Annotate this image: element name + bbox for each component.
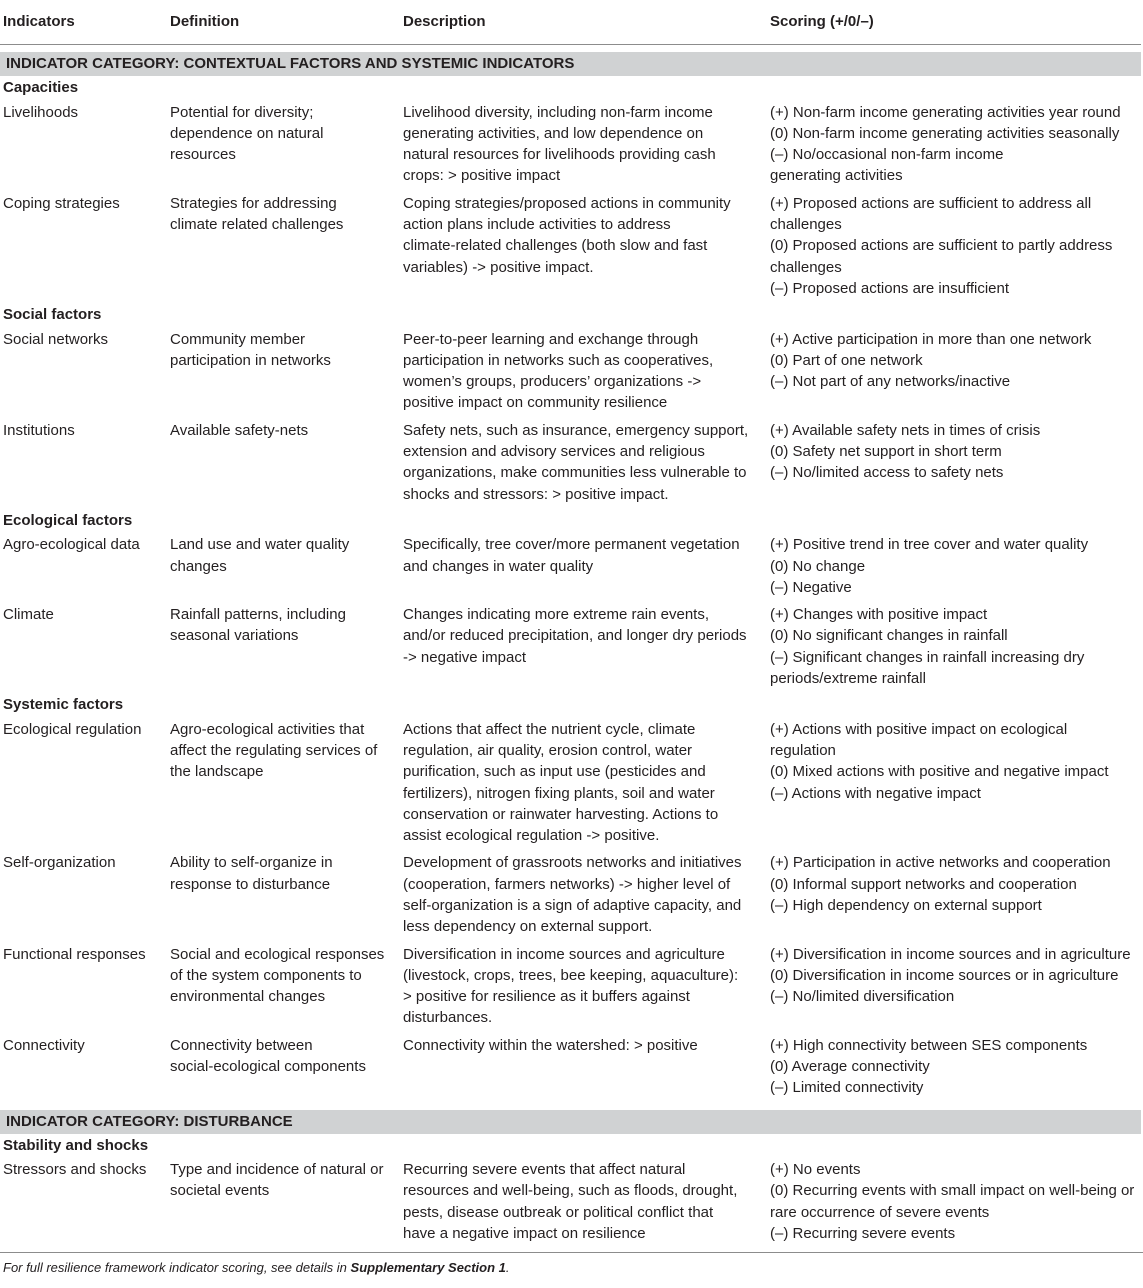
definition-cell xyxy=(167,602,400,693)
indicator-name: Connectivity xyxy=(3,1036,85,1054)
table-header xyxy=(0,0,1141,45)
scoring-cell-line: (–) Actions with negative impact xyxy=(770,784,981,802)
group-heading-row xyxy=(0,509,1141,532)
description-cell-line: conservation or rainwater harvesting. Actions to xyxy=(403,805,719,823)
table-row xyxy=(0,418,1141,509)
definition-cell xyxy=(167,1033,400,1103)
category-title: INDICATOR CATEGORY: CONTEXTUAL FACTORS AND SYSTEMIC INDICATORS xyxy=(0,52,1141,76)
scoring-cell-line: (0) Mixed actions with positive and negative impact xyxy=(770,763,1109,781)
scoring-cell xyxy=(767,100,1141,191)
indicator-name: Institutions xyxy=(3,421,75,439)
scoring-cell xyxy=(767,717,1141,851)
description-cell-line: pests, disease outbreak or political conflict that xyxy=(403,1203,714,1221)
indicator-name: Livelihoods xyxy=(3,103,79,121)
spacer-row xyxy=(0,1103,1141,1110)
description-cell xyxy=(400,418,767,509)
description-cell-line: less dependency on external support. xyxy=(403,918,653,936)
definition-cell-line: response to disturbance xyxy=(170,875,331,893)
description-cell-line: Peer-to-peer learning and exchange through xyxy=(403,330,699,348)
scoring-cell-line: (–) Not part of any networks/inactive xyxy=(770,373,1011,391)
group-heading-row xyxy=(0,303,1141,326)
definition-cell xyxy=(167,100,400,191)
definition-cell xyxy=(167,850,400,941)
indicator-name: Ecological regulation xyxy=(3,720,142,738)
spacer-cell xyxy=(0,1103,1141,1110)
scoring-cell xyxy=(767,191,1141,303)
scoring-cell-line: (–) Significant changes in rainfall increasing dry xyxy=(770,648,1085,666)
description-cell xyxy=(400,100,767,191)
definition-cell-line: resources xyxy=(170,146,236,164)
description-cell-line: positive impact on community resilience xyxy=(403,394,668,412)
definition-cell xyxy=(167,532,400,602)
description-cell-line: disturbances. xyxy=(403,1009,493,1027)
definition-cell-line: Agro-ecological activities that xyxy=(170,720,365,738)
table-row xyxy=(0,850,1141,941)
definition-cell-line: dependence on natural xyxy=(170,124,324,142)
description-cell-line: generating activities, and low dependence on xyxy=(403,124,704,142)
scoring-cell-line: (+) Positive trend in tree cover and water quality xyxy=(770,536,1089,554)
table-footnote xyxy=(0,1252,1143,1277)
description-cell-line: resources and well-being, such as floods, drought, xyxy=(403,1182,738,1200)
scoring-cell-line: (–) No/limited access to safety nets xyxy=(770,464,1004,482)
scoring-cell-line: (0) Proposed actions are sufficient to partly address xyxy=(770,237,1113,255)
definition-cell xyxy=(167,1157,400,1248)
scoring-cell-line: (–) Proposed actions are insufficient xyxy=(770,279,1010,297)
group-heading-row xyxy=(0,76,1141,99)
header-row xyxy=(0,0,1141,45)
description-cell-line: (livestock, crops, trees, bee keeping, aquaculture): xyxy=(403,966,739,984)
table-body xyxy=(0,45,1141,1248)
scoring-cell-line: (0) Part of one network xyxy=(770,351,923,369)
scoring-cell xyxy=(767,418,1141,509)
definition-cell-line: Potential for diversity; xyxy=(170,103,314,121)
category-row xyxy=(0,52,1141,76)
description-cell-line: -> negative impact xyxy=(403,648,526,666)
scoring-cell-line: (+) High connectivity between SES components xyxy=(770,1036,1088,1054)
definition-cell-line: Rainfall patterns, including xyxy=(170,606,346,624)
scoring-cell-line: generating activities xyxy=(770,167,903,185)
scoring-cell-line: (0) No significant changes in rainfall xyxy=(770,627,1008,645)
scoring-cell-line: (0) Recurring events with small impact on well-being or xyxy=(770,1182,1135,1200)
definition-cell-line: Type and incidence of natural or xyxy=(170,1160,384,1178)
description-cell-line: crops: > positive impact xyxy=(403,167,561,185)
scoring-cell-line: (–) High dependency on external support xyxy=(770,896,1042,914)
description-cell xyxy=(400,1033,767,1103)
description-cell-line: Changes indicating more extreme rain events, xyxy=(403,606,709,624)
description-cell-line: have a negative impact on resilience xyxy=(403,1224,646,1242)
description-cell-line: extension and advisory services and religious xyxy=(403,443,705,461)
scoring-cell xyxy=(767,1157,1141,1248)
group-title: Stability and shocks xyxy=(3,1136,149,1154)
definition-cell xyxy=(167,717,400,851)
scoring-cell-line: (0) Average connectivity xyxy=(770,1058,930,1076)
table-row xyxy=(0,942,1141,1033)
definition-cell-line: the landscape xyxy=(170,763,264,781)
definition-cell xyxy=(167,191,400,303)
scoring-cell-line: challenges xyxy=(770,216,842,234)
scoring-cell-line: (+) Proposed actions are sufficient to address all xyxy=(770,194,1092,212)
description-cell-line: organizations, make communities less vulnerable to xyxy=(403,464,747,482)
description-cell xyxy=(400,717,767,851)
description-cell-line: and/or reduced precipitation, and longer dry periods xyxy=(403,627,747,645)
description-cell-line: shocks and stressors: > positive impact. xyxy=(403,485,669,503)
description-cell xyxy=(400,532,767,602)
description-cell-line: Coping strategies/proposed actions in community xyxy=(403,194,731,212)
description-cell-line: self-organization is a sign of adaptive capacity, and xyxy=(403,896,742,914)
description-cell-line: Livelihood diversity, including non-farm income xyxy=(403,103,713,121)
description-cell-line: purification, such as input use (pesticides and xyxy=(403,763,706,781)
scoring-cell-line: (0) Safety net support in short term xyxy=(770,443,1002,461)
header-definition: Definition xyxy=(167,0,400,45)
scoring-cell-line: (+) Diversification in income sources and in agriculture xyxy=(770,945,1131,963)
scoring-cell-line: challenges xyxy=(770,258,842,276)
footnote-suffix: . xyxy=(505,1260,510,1275)
description-cell-line: women’s groups, producers’ organizations -> xyxy=(403,373,702,391)
group-title: Capacities xyxy=(3,79,79,97)
description-cell xyxy=(400,850,767,941)
table-row xyxy=(0,1157,1141,1248)
scoring-cell-line: (+) Actions with positive impact on ecological xyxy=(770,720,1068,738)
footnote-link-text: Supplementary Section 1 xyxy=(350,1260,506,1275)
description-cell-line: natural resources for livelihoods providing cash xyxy=(403,146,716,164)
group-heading-row xyxy=(0,1134,1141,1157)
indicator-name: Stressors and shocks xyxy=(3,1160,147,1178)
scoring-cell-line: regulation xyxy=(770,741,836,759)
description-cell-line: Development of grassroots networks and initiatives xyxy=(403,854,742,872)
definition-cell xyxy=(167,942,400,1033)
definition-cell-line: Land use and water quality xyxy=(170,536,350,554)
definition-cell-line: Connectivity between xyxy=(170,1036,313,1054)
scoring-cell xyxy=(767,850,1141,941)
description-cell-line: Safety nets, such as insurance, emergency support, xyxy=(403,421,749,439)
definition-cell-line: affect the regulating services of xyxy=(170,741,378,759)
definition-cell-line: Available safety-nets xyxy=(170,421,309,439)
description-cell-line: fertilizers), nitrogen fixing plants, soil and water xyxy=(403,784,715,802)
description-cell-line: regulation, air quality, erosion control, water xyxy=(403,741,693,759)
spacer-row xyxy=(0,45,1141,53)
definition-cell xyxy=(167,327,400,418)
definition-cell-line: social-ecological components xyxy=(170,1058,366,1076)
indicator-name: Coping strategies xyxy=(3,194,120,212)
definition-cell-line: Strategies for addressing xyxy=(170,194,337,212)
scoring-cell-line: (0) Non-farm income generating activities seasonally xyxy=(770,124,1120,142)
description-cell xyxy=(400,602,767,693)
header-description: Description xyxy=(400,0,767,45)
scoring-cell-line: (+) Participation in active networks and cooperation xyxy=(770,854,1111,872)
scoring-cell-line: periods/extreme rainfall xyxy=(770,670,926,688)
description-cell-line: participation in networks such as cooperatives, xyxy=(403,351,714,369)
indicator-name: Social networks xyxy=(3,330,109,348)
scoring-cell-line: (–) Limited connectivity xyxy=(770,1079,924,1097)
group-title: Ecological factors xyxy=(3,511,133,529)
scoring-cell-line: (+) Active participation in more than one network xyxy=(770,330,1092,348)
scoring-cell-line: (–) No/limited diversification xyxy=(770,988,955,1006)
scoring-cell-line: (0) Diversification in income sources or in agriculture xyxy=(770,966,1119,984)
description-cell-line: and changes in water quality xyxy=(403,557,594,575)
group-title: Social factors xyxy=(3,306,102,324)
description-cell-line: climate-related challenges (both slow and fast xyxy=(403,237,708,255)
description-cell-line: variables) -> positive impact. xyxy=(403,258,594,276)
definition-cell xyxy=(167,418,400,509)
description-cell-line: action plans include activities to address xyxy=(403,216,671,234)
table-row xyxy=(0,532,1141,602)
scoring-cell-line: (+) No events xyxy=(770,1160,861,1178)
description-cell xyxy=(400,1157,767,1248)
header-scoring: Scoring (+/0/–) xyxy=(767,0,1141,45)
description-cell-line: (cooperation, farmers networks) -> higher level of xyxy=(403,875,731,893)
spacer-cell xyxy=(0,45,1141,53)
definition-cell-line: environmental changes xyxy=(170,988,326,1006)
description-cell-line: assist ecological regulation -> positive. xyxy=(403,827,660,845)
scoring-cell-line: (+) Available safety nets in times of crisis xyxy=(770,421,1041,439)
description-cell-line: Recurring severe events that affect natural xyxy=(403,1160,686,1178)
header-indicators: Indicators xyxy=(0,0,167,45)
group-title: Systemic factors xyxy=(3,696,124,714)
scoring-cell xyxy=(767,602,1141,693)
description-cell-line: Specifically, tree cover/more permanent vegetation xyxy=(403,536,740,554)
definition-cell-line: Community member xyxy=(170,330,306,348)
scoring-cell-line: (–) Negative xyxy=(770,578,852,596)
scoring-cell-line: (0) Informal support networks and cooperation xyxy=(770,875,1077,893)
category-title: INDICATOR CATEGORY: DISTURBANCE xyxy=(0,1110,1141,1134)
indicator-name: Self-organization xyxy=(3,854,116,872)
description-cell xyxy=(400,942,767,1033)
scoring-cell xyxy=(767,327,1141,418)
description-cell-line: Connectivity within the watershed: > positive xyxy=(403,1036,698,1054)
description-cell xyxy=(400,191,767,303)
footnote-prefix: For full resilience framework indicator scoring, see details in xyxy=(3,1260,351,1275)
group-heading-row xyxy=(0,693,1141,716)
definition-cell-line: of the system components to xyxy=(170,966,362,984)
table-row xyxy=(0,602,1141,693)
scoring-cell xyxy=(767,942,1141,1033)
definition-cell-line: seasonal variations xyxy=(170,627,299,645)
table-row xyxy=(0,191,1141,303)
table-row xyxy=(0,327,1141,418)
scoring-cell-line: (+) Changes with positive impact xyxy=(770,606,988,624)
scoring-cell xyxy=(767,532,1141,602)
scoring-cell-line: (–) Recurring severe events xyxy=(770,1224,956,1242)
definition-cell-line: societal events xyxy=(170,1182,270,1200)
description-cell xyxy=(400,327,767,418)
table-row xyxy=(0,717,1141,851)
indicator-name: Agro-ecological data xyxy=(3,536,140,554)
definition-cell-line: changes xyxy=(170,557,227,575)
indicator-name: Climate xyxy=(3,606,54,624)
definition-cell-line: climate related challenges xyxy=(170,216,344,234)
definition-cell-line: Social and ecological responses xyxy=(170,945,385,963)
description-cell-line: Actions that affect the nutrient cycle, climate xyxy=(403,720,696,738)
scoring-cell-line: (–) No/occasional non-farm income xyxy=(770,146,1004,164)
description-cell-line: Diversification in income sources and agriculture xyxy=(403,945,725,963)
table-row xyxy=(0,1033,1141,1103)
definition-cell-line: Ability to self-organize in xyxy=(170,854,333,872)
scoring-cell xyxy=(767,1033,1141,1103)
scoring-cell-line: (+) Non-farm income generating activities year round xyxy=(770,103,1121,121)
definition-cell-line: participation in networks xyxy=(170,351,331,369)
description-cell-line: > positive for resilience as it buffers against xyxy=(403,988,690,1006)
scoring-cell-line: (0) No change xyxy=(770,557,866,575)
scoring-cell-line: rare occurrence of severe events xyxy=(770,1203,990,1221)
table-row xyxy=(0,100,1141,191)
category-row xyxy=(0,1110,1141,1134)
indicator-name: Functional responses xyxy=(3,945,146,963)
